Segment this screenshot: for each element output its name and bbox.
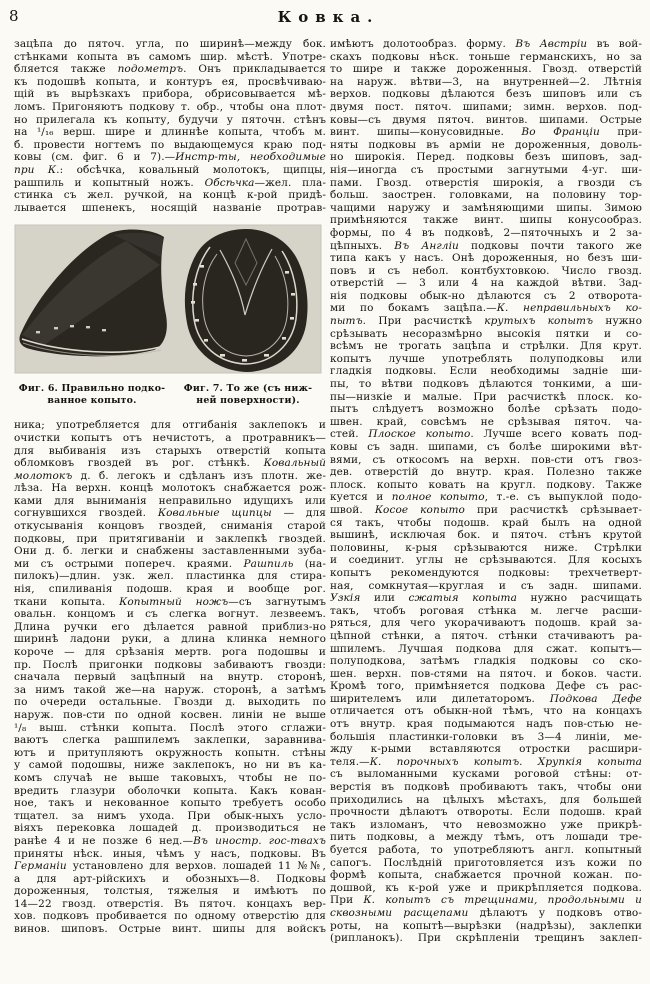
column-right — [330, 38, 642, 945]
text-line: пытъ слѣдуетъ возможно болѣе срѣзать подо- — [330, 403, 642, 416]
text-line: ми по бокамъ зацѣпа.—К. неправильныхъ ко- — [330, 302, 642, 315]
text-line: гладкія подковы. Если необходимы задніе ши- — [330, 365, 642, 378]
text-line: винов. шиповъ. Острые винт. шипы для войскъ — [14, 923, 326, 936]
text-line: ная, сомкнутая—круглая и съ задн. шипами. — [330, 579, 642, 592]
text-line: Фиг. 6. Правильно подко- — [18, 383, 166, 395]
text-line: короче — для срѣзанія мертв. рога подошвы и — [14, 646, 326, 658]
text-line: вредить глазури оболочки копыта. Какъ кован- — [14, 784, 326, 797]
text-line: двумя пост. пяточ. шипами; зимн. верхов. под- — [330, 100, 642, 113]
text-line: роты, на копытѣ—вырѣзки (надрѣзы), заклепки — [330, 919, 642, 932]
text-line: наруж. пов-сти по одной косвен. линіи не выше — [14, 708, 326, 721]
text-line: повъ и съ небол. контбухтовкою. Число гвозд. — [330, 264, 642, 277]
text-line: нія—иногда съ простыми загнутыми 4-уг. ши- — [330, 163, 642, 176]
text-line: Они д. б. легки и снабжены заставленными зуба- — [14, 545, 326, 558]
text-line: ми съ острыми попереч. краями. Рашпиль (на- — [14, 557, 326, 570]
text-line: б. провести ногтемъ по выдающемуся краю под- — [14, 138, 326, 151]
text-line: чащими наружу и замѣняющими шипы. Зимою — [330, 201, 642, 214]
text-line: ковы—съ двумя пяточ. винтов. шипами. Острые — [330, 113, 642, 126]
fig7-hoof-bottom-photo — [185, 229, 308, 372]
text-line: лѣза. На верхн. концѣ молотокъ снабжается рож- — [14, 482, 326, 495]
text-line: но широкія. Перед. подковы безъ шиповъ, зад- — [330, 151, 642, 164]
text-line: верхов. подковы дѣлаются безъ шиповъ или съ — [330, 88, 642, 101]
text-line: винт. шипы—конусовидные. Во Франціи при- — [330, 126, 642, 139]
text-line: Германіи установлено для верхов. лошадей 11 №№, — [14, 860, 326, 873]
text-line: нія, спиливанія подошв. края и вообще рог. — [14, 583, 326, 596]
text-line: шен. верхн. пов-стями на пяточ. и боков. части. — [330, 667, 642, 680]
text-line: стѣнками копыта въ самомъ шир. мѣстѣ. Употре- — [14, 50, 326, 63]
text-line: Кромѣ того, примѣняется подкова Дефе съ рас- — [330, 680, 642, 693]
text-line: дев. отверстій до внутр. края. Полезно также — [330, 466, 642, 479]
text-line: у самой подошвы, ниже заклепокъ, но ни въ ка- — [14, 759, 326, 772]
text-line: по очереди остальные. Гвозди д. выходить по — [14, 696, 326, 709]
text-line: ванное копыто. — [47, 394, 137, 406]
text-line: стей. Плоское копыто. Лучше всего ковать под- — [330, 428, 642, 441]
text-line: ширинѣ ладони руки, а длина клинка немного — [14, 633, 326, 646]
text-line: сапогъ. Послѣдній приготовляется изъ кожи по — [330, 856, 642, 869]
text-line: ковы съ задн. шипами, съ болѣе широкими вѣт- — [330, 441, 642, 453]
text-line: отъ внутр. края подымаются надъ пов-стью не- — [330, 718, 642, 731]
fig7-caption — [170, 383, 326, 406]
text-line: буется работа, то употребляютъ англ. копытный — [330, 844, 642, 856]
text-line: дошвой, къ к-рой уже и прикрѣпляется подкова. — [330, 881, 642, 894]
text-line: (рипланокъ). При скрѣпленіи трещинъ заклеп- — [330, 932, 642, 945]
text-line: дороженныя, толстыя, тяжелыя и имѣютъ по — [14, 885, 326, 898]
text-line: копытъ рекомендуются подковы: трехчетверт- — [330, 566, 642, 579]
text-line: ное, такъ и некованное копыто требуетъ особо — [14, 797, 326, 810]
text-line: на ¹/₁₆ верш. шире и длиннѣе копыта, чтобъ м. — [14, 126, 326, 139]
column-left — [14, 38, 326, 936]
text-line: а для арт-рійскихъ и обозныхъ—8. Подковы — [14, 872, 326, 885]
text-line: ника; употребляется для отгибанія заклепокъ и — [14, 419, 326, 432]
text-line: овальн. концомъ и съ слегка вогнут. лезвеемъ. — [14, 608, 326, 621]
text-line: пытъ. При расчисткѣ крутыхъ копытъ нужно — [330, 315, 642, 328]
text-line: хов. подковъ пробивается по одному отверстію для — [14, 910, 326, 923]
figure-photos — [14, 223, 326, 375]
text-line: ряться, для чего укорачиваютъ подошв. край за- — [330, 617, 642, 630]
text-line: за нимъ такой же—на наруж. сторонѣ, а затѣмъ — [14, 683, 326, 696]
fig6-caption — [14, 383, 170, 406]
text-line: отличается отъ обыкн-ной тѣмъ, что на концахъ — [330, 705, 642, 718]
text-line: пилокъ)—длин. узк. жел. пластинка для стира- — [14, 570, 326, 583]
text-line: стинка съ жел. ручкой, на концѣ к-рой придѣ- — [14, 189, 326, 202]
text-line: шпилемъ. Лучшая подкова для сжат. копытъ— — [330, 642, 642, 655]
text-line: рашпиль и копытный ножъ. Обсѣчка—жел. пла- — [14, 176, 326, 189]
text-line: лывается шпенекъ, носящій названіе протрав- — [14, 201, 326, 214]
text-line: сначала первый зацѣпный на внутр. сторонѣ, — [14, 671, 326, 684]
text-line: копытъ лучше употреблять полуподковы или — [330, 352, 642, 365]
text-line: пр. Послѣ пригонки подковы забиваютъ гвозди: — [14, 658, 326, 671]
text-line: при К.: обсѣчка, ковальный молотокъ, щипцы, — [14, 163, 326, 176]
text-line: теля.—К. порочныхъ копытъ. Хрупкія копыта — [330, 755, 642, 768]
text-line: ваютъ слегка рашпилемъ заклепки, заравнива- — [14, 734, 326, 747]
text-line: откусыванія концовъ гвоздей, сниманія старой — [14, 520, 326, 533]
text-line: жду к-рыми вставляются отростки расшири- — [330, 743, 642, 756]
text-line: 14—22 гвозд. отверстія. Въ пяточ. концахъ вер- — [14, 897, 326, 910]
text-line: щій въ вырѣзкахъ прибора, обрисовывается мѣ- — [14, 88, 326, 101]
text-line: сквозными расщепами дѣлаютъ у подковъ отво- — [330, 906, 642, 919]
text-line: всѣмъ не трогать зацѣпа и стрѣлки. Для крут. — [330, 340, 642, 353]
text-line: такъ изломанъ, что невозможно уже прикрѣ- — [330, 818, 642, 831]
text-line: При К. копытъ съ трещинами, продольными и — [330, 894, 642, 907]
text-line: молотокъ д. б. легокъ и сдѣланъ изъ плотн. же- — [14, 469, 326, 482]
text-line: формѣ копыта, снабжается прочной кожан. по- — [330, 869, 642, 882]
text-line: отверстій — 3 или 4 на каждой вѣтви. Зад- — [330, 277, 642, 290]
text-line: подковы, при притягиваніи и заклепкѣ гвоздей. — [14, 532, 326, 545]
text-line: Узкія или сжатыя копыта нужно расчищать — [330, 592, 642, 605]
text-line: тщател. за нимъ ухода. При обык-ныхъ усло- — [14, 809, 326, 822]
text-line: но прилегала къ копыту, будучи у пяточн. стѣнъ — [14, 113, 326, 126]
text-line: комъ случаѣ не выше таковыхъ, чтобы не по- — [14, 771, 326, 784]
text-line: то шире и также дороженныя. Гвозд. отверстій — [330, 63, 642, 76]
text-line: няты подковы въ арміи не дороженныя, доволь- — [330, 138, 642, 151]
right-column-text — [330, 38, 642, 945]
text-line: скахъ подковы нѣск. тоньше германскихъ, но за — [330, 50, 642, 63]
text-line: ¹/₈ выш. стѣнки копыта. Послѣ этого сглажи- — [14, 721, 326, 734]
text-line: пить подковы, а между тѣмъ, отъ лошади тре- — [330, 831, 642, 844]
text-line: примѣняются также винт. шипы конусообраз. — [330, 214, 642, 227]
text-line: для выбиванія изъ старыхъ отверстій копыта — [14, 444, 326, 457]
text-line: больш. заострен. головками, на половину тор- — [330, 189, 642, 202]
text-line: на наруж. вѣтви—3, на внутренней—2. Лѣтнія — [330, 75, 642, 88]
text-line: ней поверхности). — [196, 394, 300, 406]
text-line: вями, съ откосомъ на верхн. пов-сти отъ гвоз- — [330, 453, 642, 466]
text-line: вышинѣ, исключая бок. и пяточ. стѣнъ крутой — [330, 529, 642, 542]
text-line: ломъ. Пригоняютъ подкову т. обр., чтобы она плот- — [14, 100, 326, 113]
text-line: ткани копыта. Копытный ножъ—съ загнутымъ — [14, 595, 326, 608]
text-line: цѣпныхъ. Въ Англіи подковы почти такого же — [330, 239, 642, 252]
figure-captions — [14, 383, 326, 406]
text-line: полуподкова, затѣмъ гладкія подковы со ско- — [330, 655, 642, 668]
left-column-text-bottom — [14, 419, 326, 935]
text-line: приходились на цѣлыхъ мѣстахъ, для большей — [330, 793, 642, 806]
text-line: швой. Косое копыто при расчисткѣ срѣзывает- — [330, 503, 642, 516]
text-line: куется и полное копыто, т.-е. съ выпуклой подо- — [330, 491, 642, 504]
text-line: пы, то вѣтви подковъ дѣлаются тонкими, а ши- — [330, 378, 642, 391]
text-line: бляется также подометръ. Онъ прикладывается — [14, 63, 326, 76]
text-line: пы—низкіе и малые. При расчисткѣ плоск. ко- — [330, 390, 642, 403]
text-line: согнувшихся гвоздей. Ковальные щипцы — для — [14, 507, 326, 520]
text-line: цѣпной стѣнки, а пяточ. стѣнки стачиваютъ ра- — [330, 629, 642, 642]
text-line: срѣзывать несоразмѣрно высокія пятки и со- — [330, 327, 642, 340]
text-line: и соединит. углы не срѣзываются. Для косыхъ — [330, 554, 642, 567]
text-line: съ выломанными кусками роговой стѣны: от- — [330, 768, 642, 781]
text-line: половины, к-рыя срѣзываются ниже. Стрѣлки — [330, 541, 642, 554]
text-line: плоск. копыто ковать на кругл. подкову. Также — [330, 478, 642, 491]
text-line: прочности дѣлаютъ отвороты. Если подошв. край — [330, 806, 642, 819]
page-number: 8 — [9, 7, 19, 25]
text-line: приняты нѣск. иныя, чѣмъ у насъ, подковы. Въ — [14, 847, 326, 860]
text-line: ками для выниманія неправильно идущихъ или — [14, 494, 326, 507]
text-line: верстія въ подковѣ пробиваютъ такъ, чтобы они — [330, 781, 642, 794]
text-line: очистки копытъ отъ нечистотъ, а протравникъ— — [14, 431, 326, 444]
text-line: такъ, чтобъ роговая стѣнка м. легче расши- — [330, 604, 642, 617]
text-line: имѣютъ долотообраз. форму. Въ Австріи въ вой- — [330, 38, 642, 50]
text-line: формы, по 4 въ подковѣ, 2—пяточныхъ и 2 за- — [330, 226, 642, 239]
text-line: ютъ и притупляютъ окружность копытн. стѣны — [14, 746, 326, 759]
text-line: ширителемъ или дилетаторомъ. Подкова Дефе — [330, 692, 642, 705]
text-line: ся такъ, чтобы подошв. край былъ на одной — [330, 516, 642, 529]
text-line: типа какъ у насъ. Онѣ дороженныя, но безъ ши- — [330, 252, 642, 265]
text-line: Длина ручки его дѣлается равной приблиз-но — [14, 620, 326, 633]
text-line: швен. край, совсѣмъ не срѣзывая пяточ. ча- — [330, 415, 642, 428]
text-line: большія пластинки-головки въ 3—4 линіи, ме- — [330, 730, 642, 743]
text-line: зацѣпа до пяточ. угла, по ширинѣ—между бок. — [14, 38, 326, 50]
text-line: пами. Гвозд. отверстія широкія, а гвозди съ — [330, 176, 642, 189]
text-line: ранѣе 4 и не позже 6 нед.—Въ иностр. гос-твахъ — [14, 834, 326, 847]
text-line: обломковъ гвоздей въ рог. стѣнкѣ. Ковальный — [14, 457, 326, 470]
left-column-text-top — [14, 38, 326, 214]
hoof-photos-image — [14, 223, 326, 375]
text-line: къ подошвѣ копыта, и контуръ ея, просвѣчиваю- — [14, 75, 326, 88]
text-line: віяхъ перековка лошадей д. производиться не — [14, 822, 326, 835]
text-line: нія подковы обык-но дѣлаются съ 2 отворота- — [330, 289, 642, 302]
text-line: ковы (см. фиг. 6 и 7).—Инстр-ты, необходимые — [14, 151, 326, 164]
page-title: Ковка. — [277, 8, 380, 26]
text-line: Фиг. 7. То же (съ ниж- — [183, 383, 313, 395]
